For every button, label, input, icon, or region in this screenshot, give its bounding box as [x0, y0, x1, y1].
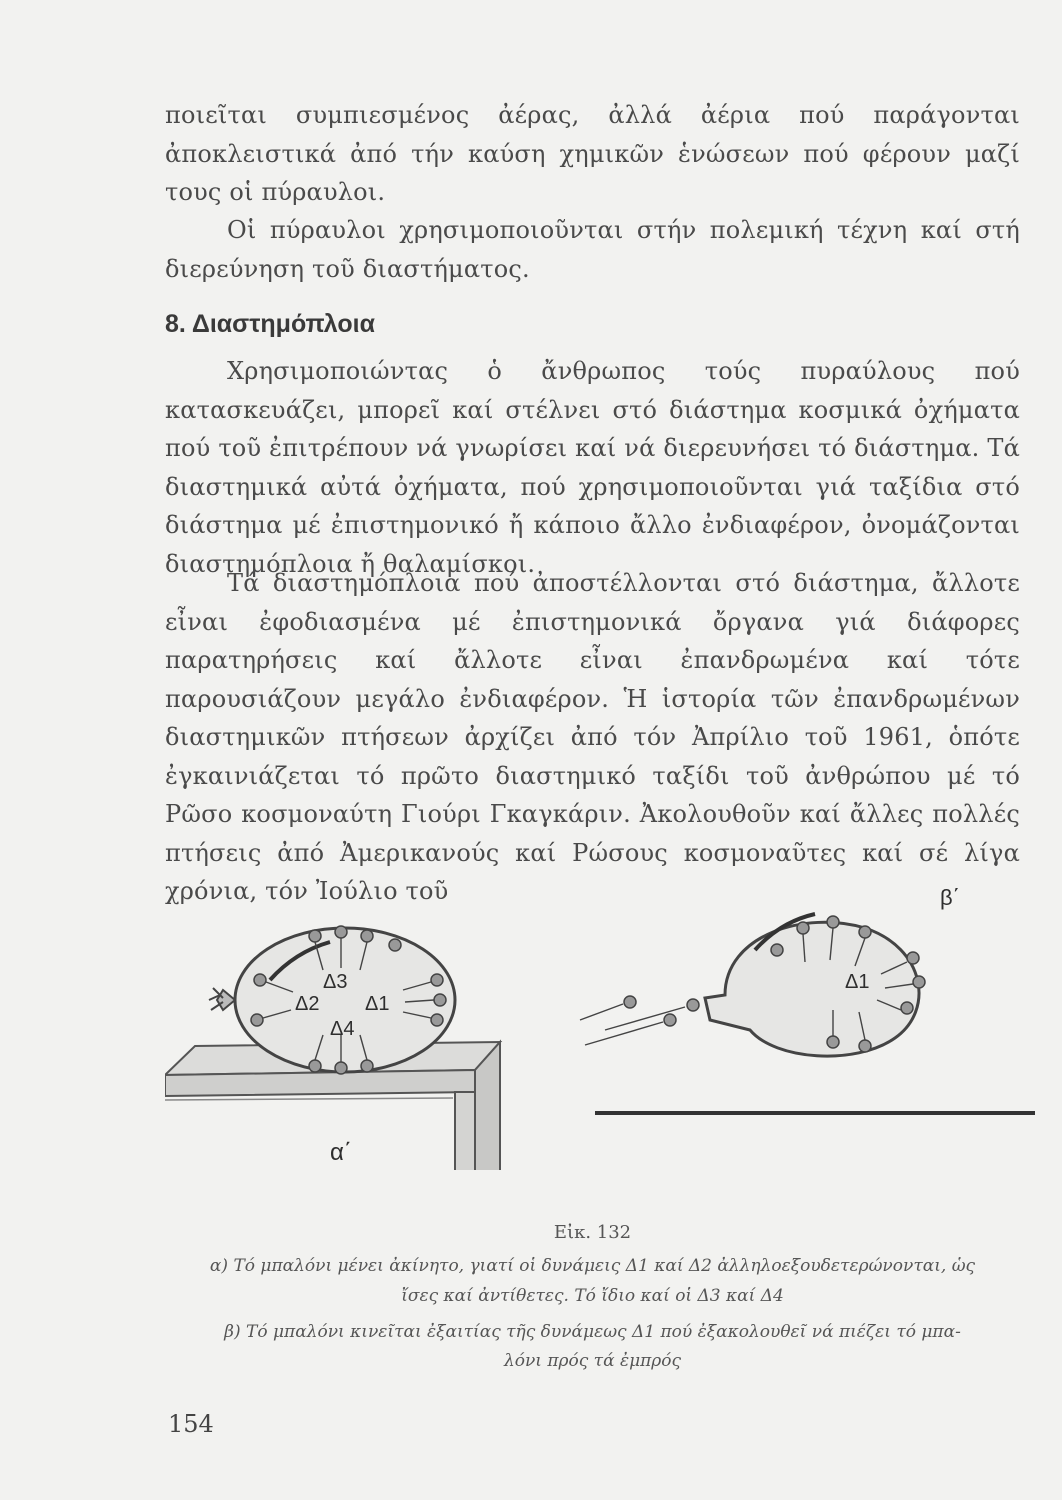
paragraph-rockets-use — [165, 211, 1020, 288]
paragraph-text: ποιεῖται συμπιεσμένος ἀέρας, ἀλλά ἀέρια πού παράγονται ἀποκλειστικά ἀπό τήν καύση χημικῶν ἑνώσεων πού φέρουν μαζί τους οἱ πύραυλοι. — [165, 101, 1020, 206]
panel-a-label: α΄ — [330, 1139, 352, 1166]
page-number: 154 — [168, 1410, 214, 1438]
balloon-b — [580, 914, 925, 1056]
section-heading: 8. Διαστημόπλοια — [165, 310, 375, 338]
paragraph-spacecraft-history — [165, 564, 1020, 911]
caption-a-line: α) Τό μπαλόνι μένει ἀκίνητο, γιατί οἱ δυνάμεις Δ1 καί Δ2 ἀλληλοεξουδετερώνονται, ὡς — [209, 1256, 976, 1276]
figure-caption-title: Εἰκ. 132 — [553, 1222, 632, 1243]
force-label-d3: Δ3 — [323, 971, 348, 993]
paragraph-text: Οἱ πύραυλοι χρησιμοποιοῦνται στήν πολεμική τέχνη καί στή διερεύνηση τοῦ διαστήματος. — [165, 216, 1020, 283]
paragraph-text: Τά διαστημόπλοια πού ἀποστέλλονται στό διάστημα, ἄλλοτε εἶναι ἐφοδιασμένα μέ ἐπιστημονικά ὄργανα γιά διάφορες παρατηρήσεις καί ἄλλοτε εἶναι ἐπανδρωμένα καί τότε παρουσιάζουν μεγάλο ἐνδιαφέρον. Ἡ ἱστορία τῶν ἐπανδρωμένων διαστημικῶν πτήσεων ἀρχίζει ἀπό τόν Ἀπρίλιο τοῦ 1961, ὁπότε ἐγκαινιάζεται τό πρῶτο διαστημικό ταξίδι τοῦ ἀνθρώπου μέ τό Ρῶσο κοσμοναύτη Γιούρι Γκαγκάριν. Ἀκολουθοῦν καί ἄλλες πολλές πτήσεις ἀπό Ἀμερικανούς καί Ρώσους κοσμοναῦτες καί σέ λίγα χρόνια, τόν Ἰούλιο τοῦ — [165, 569, 1020, 905]
panel-b-label: β΄ — [940, 885, 960, 910]
paragraph-text: Χρησιμοποιώντας ὁ ἄνθρωπος τούς πυραύλους πού κατασκευάζει, μπορεῖ καί στέλνει στό διάστημα κοσμικά ὀχήματα πού τοῦ ἐπιτρέπουν νά γνωρίσει καί νά διερευνήσει τό διάστημα. Τά διαστημικά αὐτά ὀχήματα, πού χρησιμοποιοῦνται γιά ταξίδια στό διάστημα μέ ἐπιστημονικό ἤ κάποιο ἄλλο ἐνδιαφέρον, ὀνομάζονται διαστημόπλοια ἤ θαλαμίσκοι. — [165, 357, 1020, 578]
force-label-d1: Δ1 — [365, 993, 390, 1015]
caption-a-line: ἴσες καί ἀντίθετες. Τό ἴδιο καί οἱ Δ3 καί Δ4 — [401, 1286, 784, 1306]
caption-b-line: λόνι πρός τά ἐμπρός — [503, 1351, 682, 1371]
force-label-d1: Δ1 — [845, 971, 870, 993]
force-label-d2: Δ2 — [295, 993, 320, 1015]
caption-b-line: β) Τό μπαλόνι κινεῖται ἐξαιτίας τῆς δυνάμεως Δ1 πού ἐξακολουθεῖ νά πιέζει τό μπα- — [224, 1322, 961, 1342]
force-label-d4: Δ4 — [330, 1018, 355, 1040]
figure-balloon-forces — [165, 870, 1035, 1170]
paragraph-spacecraft-intro — [165, 352, 1020, 583]
paragraph-continuation — [165, 96, 1020, 212]
